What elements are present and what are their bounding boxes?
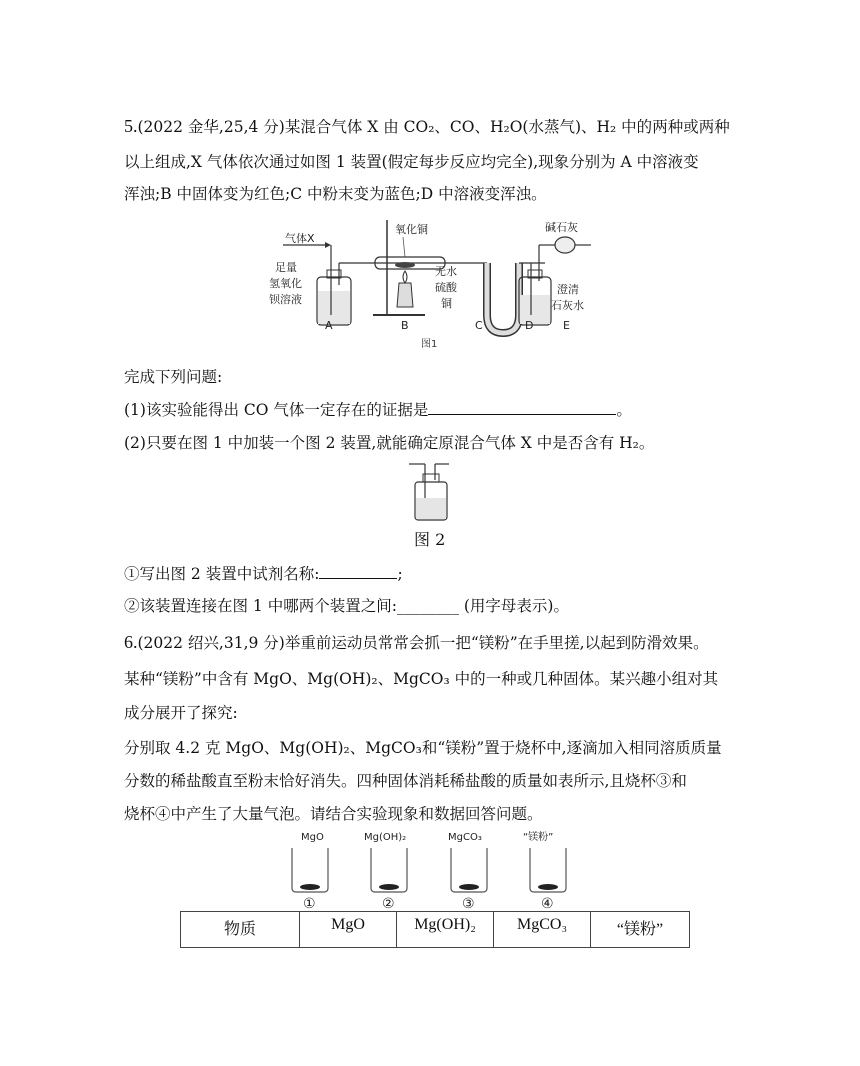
- q6-line-5: 分数的稀盐酸直至粉末恰好消失。四种固体消耗稀盐酸的质量如表所示,且烧杯③和: [124, 772, 687, 790]
- q5-sub1-text: (1)该实验能得出 CO 气体一定存在的证据是: [124, 401, 429, 419]
- letter-e: E: [563, 319, 570, 332]
- beaker-2: [364, 832, 407, 910]
- header-mg-powder: “镁粉”: [591, 912, 690, 948]
- beaker-1-label: MgO: [301, 832, 324, 843]
- q5-sub1-end: 。: [616, 401, 632, 419]
- table-header-row: [181, 912, 690, 948]
- beaker-3: [448, 832, 487, 910]
- limewater-label-2: 石灰水: [551, 299, 584, 312]
- bottle-a-label-2: 氢氧化: [269, 277, 302, 290]
- cuso4-label-1: 无水: [435, 265, 457, 278]
- drying-tube-e: [555, 237, 591, 253]
- beaker-1-number: ①: [303, 896, 316, 910]
- soda-lime-label: 碱石灰: [545, 221, 578, 234]
- q5-intro: 完成下列问题:: [124, 368, 223, 386]
- answer-blank-3[interactable]: ________: [396, 597, 459, 615]
- q6-line-3: 成分展开了探究:: [124, 704, 238, 722]
- letter-d: D: [525, 319, 534, 332]
- q5-sub1: [124, 400, 632, 420]
- figure-2-caption: 图 2: [414, 530, 446, 549]
- q5-line-1-text: (2022 金华,25,4 分)某混合气体 X 由 CO₂、CO、H₂O(水蒸气)、H₂ 中的两种或两种: [137, 118, 730, 136]
- beaker-3-number: ③: [462, 896, 475, 910]
- header-mgco3: MgCO₃: [494, 912, 591, 948]
- cuso4-label-2: 硫酸: [435, 281, 457, 294]
- bottle-a: [317, 245, 365, 325]
- q5-sub2a-text: ①写出图 2 装置中试剂名称:: [124, 565, 320, 583]
- q5-sub2: (2)只要在图 1 中加装一个图 2 装置,就能确定原混合气体 X 中是否含有 H₂。: [124, 434, 655, 452]
- bottle-a-label-3: 钡溶液: [269, 293, 302, 306]
- cuso4-label-3: 铜: [441, 297, 452, 310]
- beaker-4-label: “镁粉”: [523, 832, 554, 843]
- letter-b: B: [401, 319, 409, 332]
- beaker-2-label: Mg(OH)₂: [364, 832, 407, 843]
- copper-oxide-label: 氧化铜: [395, 223, 428, 236]
- q5-sub2a: [124, 564, 403, 584]
- header-mgo: MgO: [300, 912, 397, 948]
- q5-sub2b: [124, 596, 569, 616]
- q5-sub2a-end: ;: [397, 565, 403, 583]
- q6-line-1-text: (2022 绍兴,31,9 分)举重前运动员常常会抓一把“镁粉”在手里搓,以起到防滑效果。: [137, 634, 709, 652]
- bottle-d: [519, 245, 555, 325]
- letter-a: A: [325, 319, 333, 332]
- beakers-figure: [280, 826, 590, 910]
- q6-line-6: 烧杯④中产生了大量气泡。请结合实验现象和数据回答问题。: [124, 805, 543, 823]
- beaker-1: [292, 832, 328, 910]
- q6-line-4: 分别取 4.2 克 MgO、Mg(OH)₂、MgCO₃和“镁粉”置于烧杯中,逐滴加入相同溶质质量: [124, 739, 722, 757]
- bottle-a-label-1: 足量: [275, 261, 297, 274]
- header-mgoh2: Mg(OH)₂: [397, 912, 494, 948]
- q6-line-2: 某种“镁粉”中含有 MgO、Mg(OH)₂、MgCO₃ 中的一种或几种固体。某兴趣小组对其: [124, 670, 719, 688]
- q5-line-2: 以上组成,X 气体依次通过如图 1 装置(假定每步反应均完全),现象分别为 A 中溶液变: [124, 153, 699, 171]
- answer-blank-2[interactable]: [319, 564, 397, 579]
- letter-c: C: [475, 319, 483, 332]
- beaker-4-number: ④: [541, 896, 554, 910]
- figure-1-apparatus: [255, 215, 595, 355]
- q5-sub2b-post: (用字母表示)。: [458, 597, 569, 615]
- beaker-3-label: MgCO₃: [448, 832, 482, 843]
- q6-line-1: [124, 632, 709, 653]
- gas-x-label: 气体X: [285, 232, 315, 245]
- consumption-table: [180, 911, 690, 948]
- beaker-2-number: ②: [382, 896, 395, 910]
- figure-2-apparatus: [405, 458, 455, 526]
- q5-number: 5.: [124, 116, 138, 136]
- q5-sub2b-text: ②该装置连接在图 1 中哪两个装置之间:: [124, 597, 397, 615]
- answer-blank-1[interactable]: [428, 400, 616, 415]
- header-substance: 物质: [181, 912, 300, 948]
- beaker-4: [523, 830, 566, 910]
- q5-line-1: [124, 116, 730, 137]
- q5-line-3: 浑浊;B 中固体变为红色;C 中粉末变为蓝色;D 中溶液变浑浊。: [124, 185, 547, 203]
- limewater-label-1: 澄清: [557, 283, 579, 296]
- figure-1-caption: 图1: [421, 339, 438, 350]
- q6-number: 6.: [124, 632, 138, 652]
